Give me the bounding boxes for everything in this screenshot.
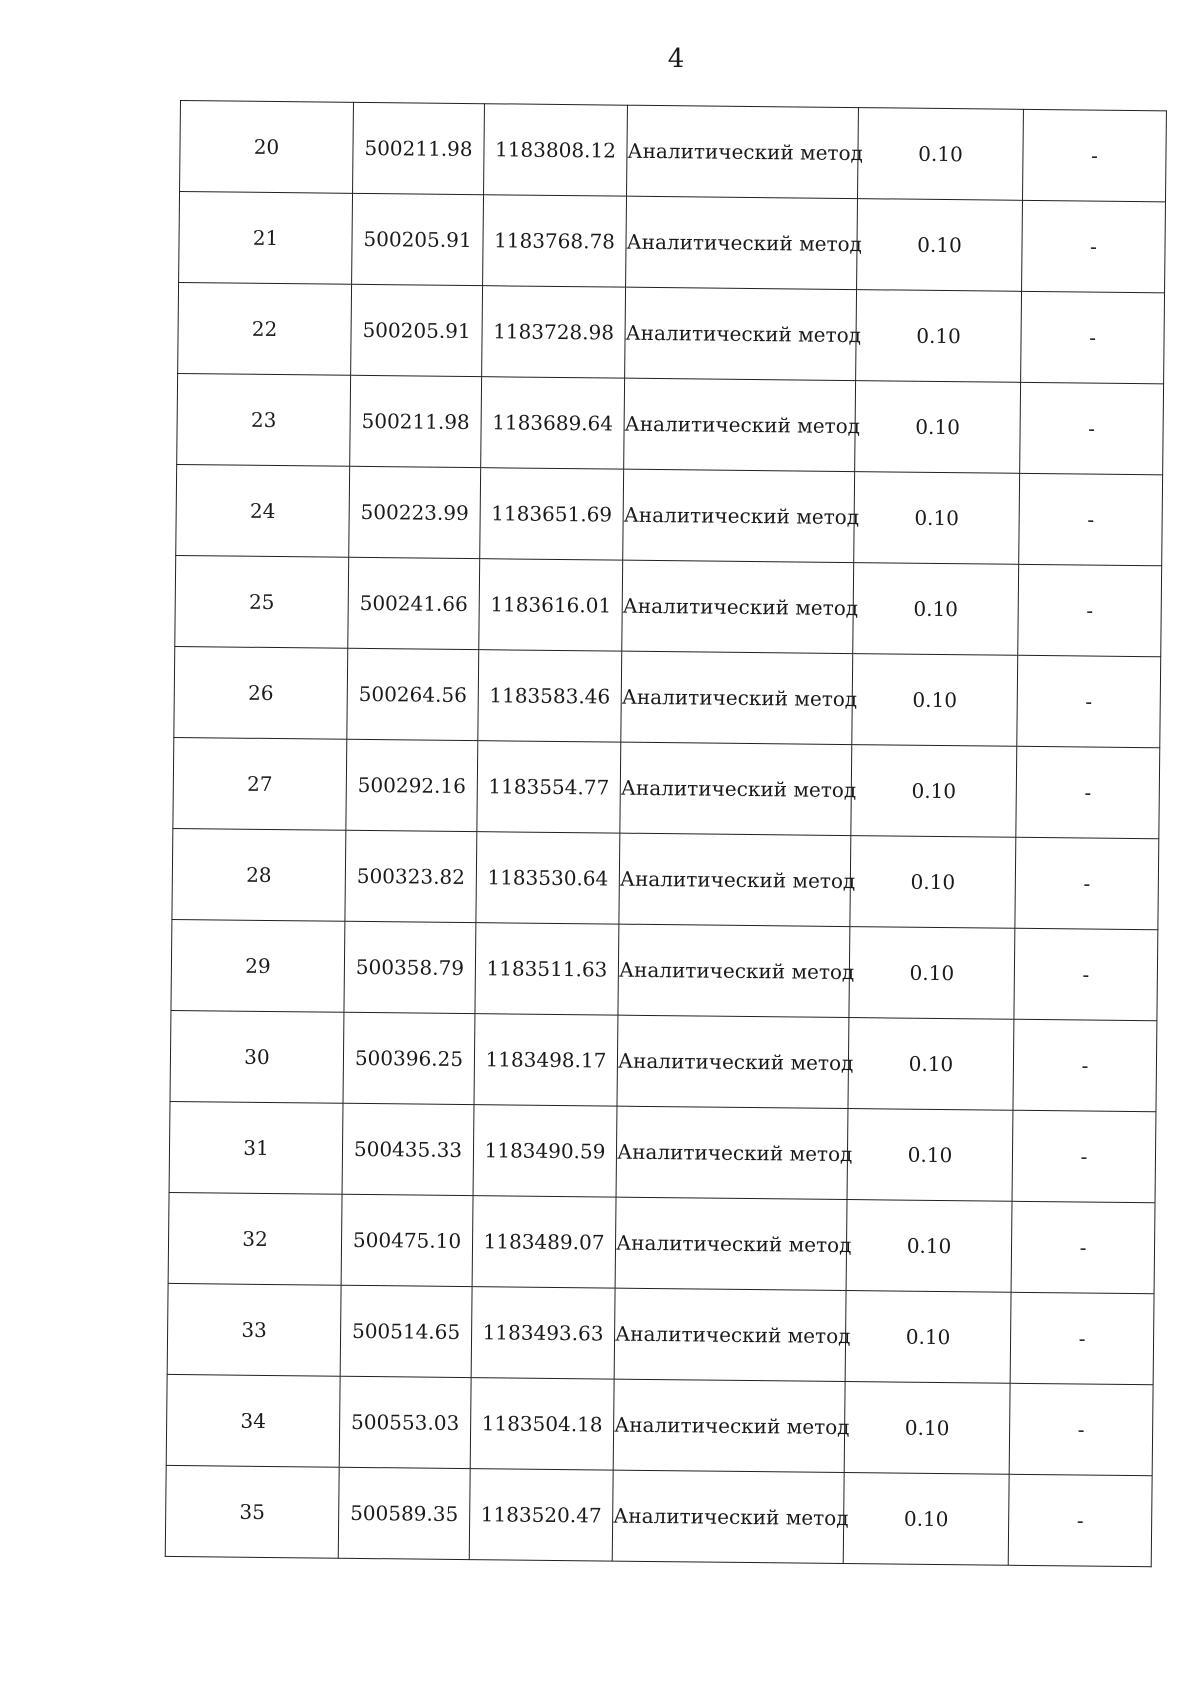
point-number-cell: 23 <box>177 373 351 466</box>
coordinate-x-cell: 500323.82 <box>345 830 477 922</box>
coordinate-x-cell: 500553.03 <box>339 1376 471 1468</box>
method-cell: Аналитический метод <box>615 1197 847 1290</box>
table-row <box>166 1374 1153 1475</box>
accuracy-cell: 0.10 <box>848 1018 1014 1111</box>
note-cell: - <box>1012 1110 1156 1202</box>
coordinate-x-cell: 500396.25 <box>343 1012 475 1104</box>
point-number-cell: 22 <box>178 282 352 375</box>
coordinate-y-cell: 1183520.47 <box>469 1469 613 1561</box>
table-row <box>173 737 1160 838</box>
table-row <box>170 1010 1157 1111</box>
method-cell: Аналитический метод <box>614 1288 846 1381</box>
coordinate-y-cell: 1183489.07 <box>472 1196 616 1288</box>
note-cell: - <box>1013 1019 1157 1111</box>
point-number-cell: 27 <box>173 737 347 830</box>
point-number-cell: 33 <box>167 1283 341 1376</box>
coordinate-x-cell: 500205.91 <box>351 284 483 376</box>
accuracy-cell: 0.10 <box>856 290 1022 383</box>
accuracy-cell: 0.10 <box>851 745 1017 838</box>
coordinate-x-cell: 500435.33 <box>342 1103 474 1195</box>
accuracy-cell: 0.10 <box>849 927 1015 1020</box>
point-number-cell: 26 <box>174 646 348 739</box>
method-cell: Аналитический метод <box>627 105 859 198</box>
coordinate-x-cell: 500264.56 <box>347 648 479 740</box>
coordinate-y-cell: 1183504.18 <box>470 1378 614 1470</box>
accuracy-cell: 0.10 <box>843 1473 1009 1566</box>
method-cell: Аналитический метод <box>626 196 858 289</box>
accuracy-cell: 0.10 <box>853 563 1019 656</box>
note-cell: - <box>1011 1201 1155 1293</box>
method-cell: Аналитический метод <box>622 560 854 653</box>
table-row <box>169 1101 1156 1202</box>
point-number-cell: 30 <box>170 1010 344 1103</box>
method-cell: Аналитический метод <box>619 833 851 926</box>
method-cell: Аналитический метод <box>616 1106 848 1199</box>
note-cell: - <box>1021 291 1165 383</box>
accuracy-cell: 0.10 <box>846 1200 1012 1293</box>
point-number-cell: 21 <box>179 192 353 285</box>
point-number-cell: 32 <box>168 1192 342 1285</box>
note-cell: - <box>1018 564 1162 656</box>
note-cell: - <box>1022 200 1166 292</box>
point-number-cell: 25 <box>175 555 349 648</box>
point-number-cell: 31 <box>169 1101 343 1194</box>
coordinate-y-cell: 1183616.01 <box>479 559 623 651</box>
table-row <box>172 828 1159 929</box>
coordinates-table <box>165 100 1167 1567</box>
accuracy-cell: 0.10 <box>854 472 1020 565</box>
method-cell: Аналитический метод <box>612 1470 844 1563</box>
coordinate-x-cell: 500358.79 <box>344 921 476 1013</box>
coordinate-x-cell: 500205.91 <box>352 193 484 285</box>
coordinate-y-cell: 1183530.64 <box>476 832 620 924</box>
coordinate-y-cell: 1183689.64 <box>481 377 625 469</box>
note-cell: - <box>1016 746 1160 838</box>
point-number-cell: 35 <box>165 1465 339 1558</box>
accuracy-cell: 0.10 <box>852 654 1018 747</box>
note-cell: - <box>1014 928 1158 1020</box>
coordinates-table-wrapper <box>165 100 1160 1567</box>
point-number-cell: 29 <box>171 919 345 1012</box>
coordinate-x-cell: 500223.99 <box>349 466 481 558</box>
coordinate-x-cell: 500241.66 <box>348 557 480 649</box>
coordinate-y-cell: 1183498.17 <box>474 1014 618 1106</box>
method-cell: Аналитический метод <box>624 378 856 471</box>
accuracy-cell: 0.10 <box>845 1291 1011 1384</box>
method-cell: Аналитический метод <box>620 742 852 835</box>
accuracy-cell: 0.10 <box>858 108 1024 201</box>
method-cell: Аналитический метод <box>623 469 855 562</box>
coordinate-y-cell: 1183554.77 <box>477 741 621 833</box>
table-row <box>174 646 1161 747</box>
coordinate-x-cell: 500211.98 <box>350 375 482 467</box>
table-row <box>171 919 1158 1020</box>
table-row <box>175 555 1162 656</box>
table-row <box>165 1465 1152 1566</box>
coordinate-y-cell: 1183651.69 <box>480 468 624 560</box>
page-number: 4 <box>667 44 685 74</box>
table-row <box>177 373 1164 474</box>
table-row <box>176 464 1163 565</box>
method-cell: Аналитический метод <box>618 924 850 1017</box>
table-row <box>167 1283 1154 1384</box>
method-cell: Аналитический метод <box>617 1015 849 1108</box>
note-cell: - <box>1015 837 1159 929</box>
coordinate-x-cell: 500292.16 <box>346 739 478 831</box>
method-cell: Аналитический метод <box>613 1379 845 1472</box>
point-number-cell: 28 <box>172 828 346 921</box>
point-number-cell: 34 <box>166 1374 340 1467</box>
accuracy-cell: 0.10 <box>857 199 1023 292</box>
accuracy-cell: 0.10 <box>844 1382 1010 1475</box>
coordinate-y-cell: 1183511.63 <box>475 923 619 1015</box>
point-number-cell: 20 <box>180 101 354 194</box>
note-cell: - <box>1017 655 1161 747</box>
note-cell: - <box>1020 382 1164 474</box>
coordinate-y-cell: 1183583.46 <box>478 650 622 742</box>
coordinate-x-cell: 500589.35 <box>338 1467 470 1559</box>
table-row <box>180 101 1167 202</box>
note-cell: - <box>1019 473 1163 565</box>
accuracy-cell: 0.10 <box>847 1109 1013 1202</box>
coordinate-x-cell: 500475.10 <box>341 1194 473 1286</box>
accuracy-cell: 0.10 <box>850 836 1016 929</box>
point-number-cell: 24 <box>176 464 350 557</box>
note-cell: - <box>1009 1383 1153 1475</box>
method-cell: Аналитический метод <box>625 287 857 380</box>
table-row <box>168 1192 1155 1293</box>
note-cell: - <box>1008 1474 1152 1566</box>
note-cell: - <box>1022 109 1166 201</box>
method-cell: Аналитический метод <box>621 651 853 744</box>
note-cell: - <box>1010 1292 1154 1384</box>
coordinate-y-cell: 1183728.98 <box>482 286 626 378</box>
coordinate-y-cell: 1183808.12 <box>484 104 628 196</box>
accuracy-cell: 0.10 <box>855 381 1021 474</box>
coordinate-x-cell: 500211.98 <box>353 102 485 194</box>
coordinate-x-cell: 500514.65 <box>340 1285 472 1377</box>
table-row <box>179 192 1166 293</box>
coordinates-table-body <box>165 101 1166 1567</box>
coordinate-y-cell: 1183493.63 <box>471 1287 615 1379</box>
coordinate-y-cell: 1183768.78 <box>483 195 627 287</box>
table-row <box>178 282 1165 383</box>
coordinate-y-cell: 1183490.59 <box>473 1105 617 1197</box>
